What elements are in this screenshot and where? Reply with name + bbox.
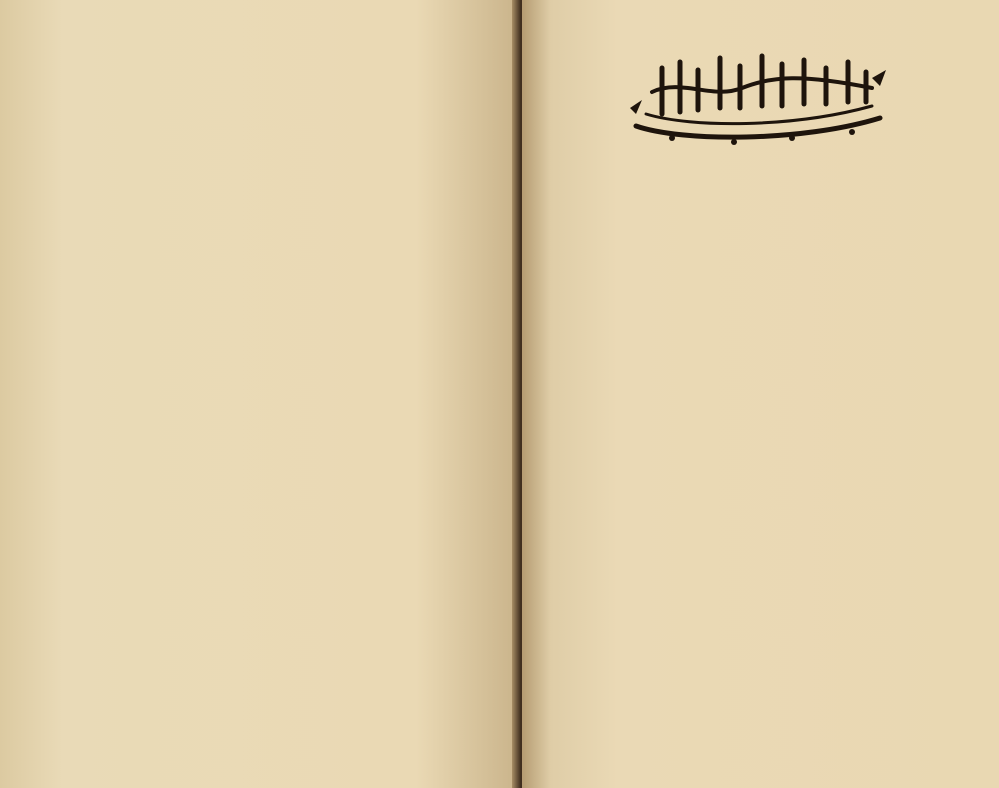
text-line <box>562 610 960 643</box>
text-line <box>56 423 488 456</box>
right-page <box>522 0 999 788</box>
text-line <box>562 310 960 343</box>
text-line <box>562 510 960 543</box>
text-line <box>56 356 488 389</box>
text-line <box>56 690 488 723</box>
text-line <box>562 477 960 510</box>
text-line <box>562 710 960 743</box>
text-line <box>56 156 488 189</box>
text-line <box>56 556 488 589</box>
text-line <box>562 343 960 376</box>
text-line <box>562 410 960 443</box>
text-line <box>562 243 960 276</box>
text-line <box>562 276 960 309</box>
text-line <box>562 443 960 476</box>
text-line <box>56 122 488 155</box>
text-line <box>56 523 488 556</box>
text-line <box>56 489 488 522</box>
text-line <box>56 323 488 356</box>
text-line <box>56 656 488 689</box>
right-page-text <box>562 176 960 744</box>
basmala-calligraphy <box>622 48 894 150</box>
text-line <box>562 376 960 409</box>
text-line <box>562 643 960 676</box>
text-line <box>562 677 960 710</box>
text-line <box>56 222 488 255</box>
text-line <box>56 289 488 322</box>
text-line <box>56 456 488 489</box>
text-line <box>56 590 488 623</box>
text-line <box>56 22 488 55</box>
text-line <box>56 189 488 222</box>
text-line <box>56 723 488 756</box>
left-page-text <box>56 22 488 757</box>
text-line <box>56 89 488 122</box>
text-line <box>56 256 488 289</box>
text-line <box>562 577 960 610</box>
text-line <box>56 623 488 656</box>
text-line <box>562 176 960 209</box>
text-line <box>562 543 960 576</box>
text-line <box>56 55 488 88</box>
text-line <box>56 389 488 422</box>
text-line <box>562 209 960 242</box>
